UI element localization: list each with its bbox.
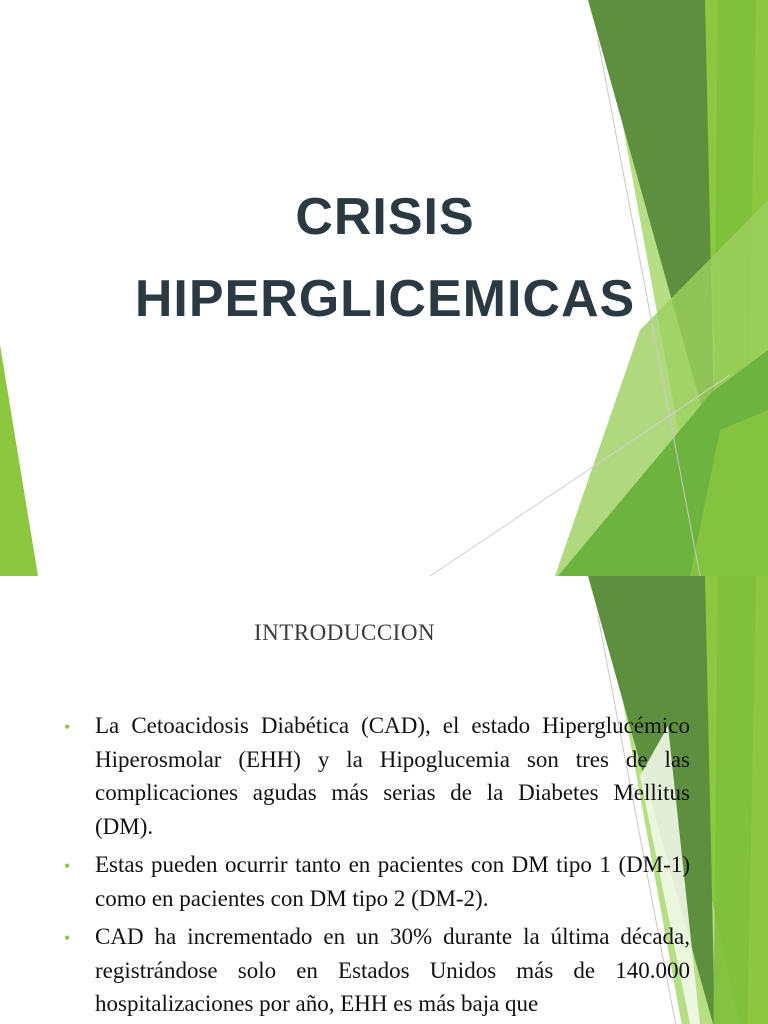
bullet-marker-icon: • — [64, 717, 71, 737]
bullet-list — [60, 709, 690, 1024]
section-heading: INTRODUCCION — [254, 620, 436, 645]
bullet-marker-icon: • — [64, 928, 71, 948]
bullet-marker-icon: • — [64, 856, 71, 876]
list-item — [60, 709, 690, 843]
list-item — [60, 920, 690, 1021]
list-item — [60, 848, 690, 915]
left-sliver-shape — [0, 345, 38, 576]
bullet-text: CAD ha incrementado en un 30% durante la última década, registrándose solo en Estados Unidos más de 140.000 hospitalizaciones por año, EHH es más baja que — [95, 924, 690, 1016]
title-line-2: HIPERGLICEMICAS — [134, 270, 636, 328]
content-slide — [0, 576, 768, 1024]
title-line-1: CRISIS — [295, 188, 475, 246]
slide-title — [100, 176, 670, 340]
bullet-text: La Cetoacidosis Diabética (CAD), el estado Hiperglucémico Hiperosmolar (EHH) y la Hipoglucemia son tres de las complicaciones agudas más serias de la Diabetes Mellitus (DM). — [95, 713, 690, 839]
bullet-text: Estas pueden ocurrir tanto en pacientes con DM tipo 1 (DM-1) como en pacientes con DM tipo 2 (DM-2). — [95, 852, 690, 911]
